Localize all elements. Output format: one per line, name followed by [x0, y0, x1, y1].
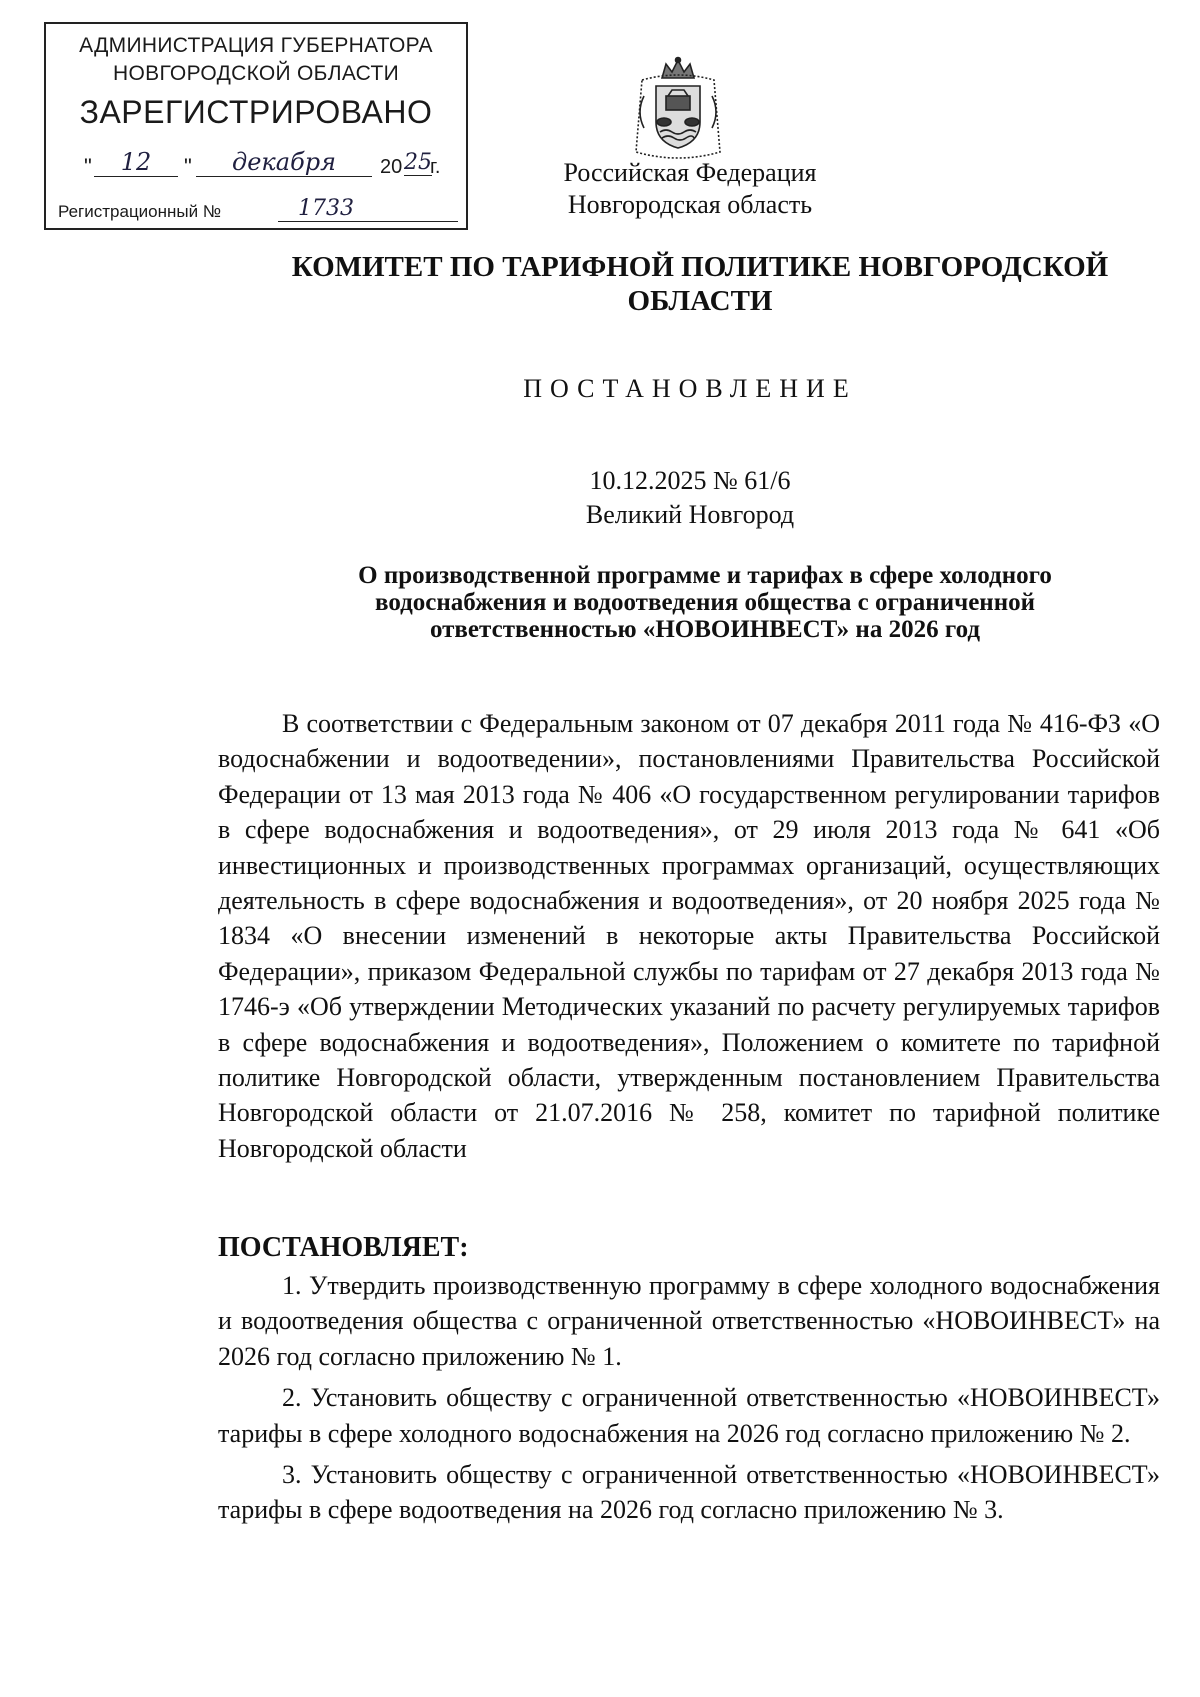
- stamp-month: декабря: [196, 148, 372, 177]
- decree-word: ПОСТАНОВЛЯЕТ:: [218, 1232, 469, 1263]
- document-city: Великий Новгород: [585, 500, 795, 529]
- region-name: Новгородская область: [567, 190, 813, 219]
- novgorod-coat-of-arms-icon: [628, 56, 728, 166]
- stamp-line-region: НОВГОРОДСКОЙ ОБЛАСТИ: [113, 62, 399, 85]
- stamp-quote-close: ": [184, 154, 192, 179]
- document-type: ПОСТАНОВЛЕНИЕ: [523, 374, 857, 403]
- stamp-day: 12: [94, 148, 178, 177]
- stamp-line-registered: ЗАРЕГИСТРИРОВАНО: [79, 94, 433, 130]
- committee-title: КОМИТЕТ ПО ТАРИФНОЙ ПОЛИТИКЕ НОВГОРОДСКОЙ ОБЛАСТИ: [291, 251, 1109, 317]
- stamp-registration-number: 1733: [278, 196, 458, 222]
- resolution-item-1: 1. Утвердить производственную программу в сфере холодного водоснабжения и водоотведения общества с ограниченной ответственностью «НОВОИНВЕСТ» на 2026 год согласно приложению № 1.: [218, 1271, 1160, 1371]
- stamp-year-mark: г.: [430, 156, 441, 178]
- preamble-paragraph: В соответствии с Федеральным законом от 07 декабря 2011 года № 416-ФЗ «О водоснабжении и водоотведении», постановлениями Правительства Российской Федерации от 13 мая 2013 года № 406 «О государственном регулировании тарифов в сфере водоснабжения и водоотведения», от 29 июля 2013 года № 641 «Об инвестиционных и производственных программах организаций, осуществляющих деятельность в сфере водоснабжения и водоотведения», от 20 ноября 2025 года № 1834 «О внесении изменений в некоторые акты Правительства Российской Федерации», приказом Федеральной службы по тарифам от 27 декабря 2013 года № 1746-э «Об утверждении Методических указаний по расчету регулируемых тарифов в сфере водоснабжения и водоотведения», Положением о комитете по тарифной политике Новгородской области, утвержденным постановлением Правительства Новгородской области от 21.07.2016 № 258, комитет по тарифной политике Новгородской области: [218, 709, 1160, 1163]
- resolution-items: [218, 1268, 1160, 1534]
- document-date-number: 10.12.2025 № 61/6: [589, 466, 791, 495]
- stamp-quote-open: ": [84, 154, 92, 179]
- document-subject: О производственной программе и тарифах в сфере холодного водоснабжения и водоотведения общества с ограниченной ответственностью «НОВОИНВЕСТ» на 2026 год: [358, 562, 1052, 643]
- stamp-line-administration: АДМИНИСТРАЦИЯ ГУБЕРНАТОРА: [79, 34, 433, 57]
- stamp-registration-label: Регистрационный №: [58, 202, 222, 221]
- country-name: Российская Федерация: [563, 158, 817, 187]
- preamble-block: [218, 706, 1160, 1166]
- resolution-item-3: 3. Установить обществу с ограниченной ответственностью «НОВОИНВЕСТ» тарифы в сфере водоотведения на 2026 год согласно приложению № 3.: [218, 1460, 1160, 1525]
- resolution-item-2: 2. Установить обществу с ограниченной ответственностью «НОВОИНВЕСТ» тарифы в сфере холодного водоснабжения на 2026 год согласно приложению № 2.: [218, 1383, 1160, 1448]
- stamp-year-prefix: 20: [380, 156, 403, 178]
- stamp-year-suffix: 25: [404, 150, 432, 175]
